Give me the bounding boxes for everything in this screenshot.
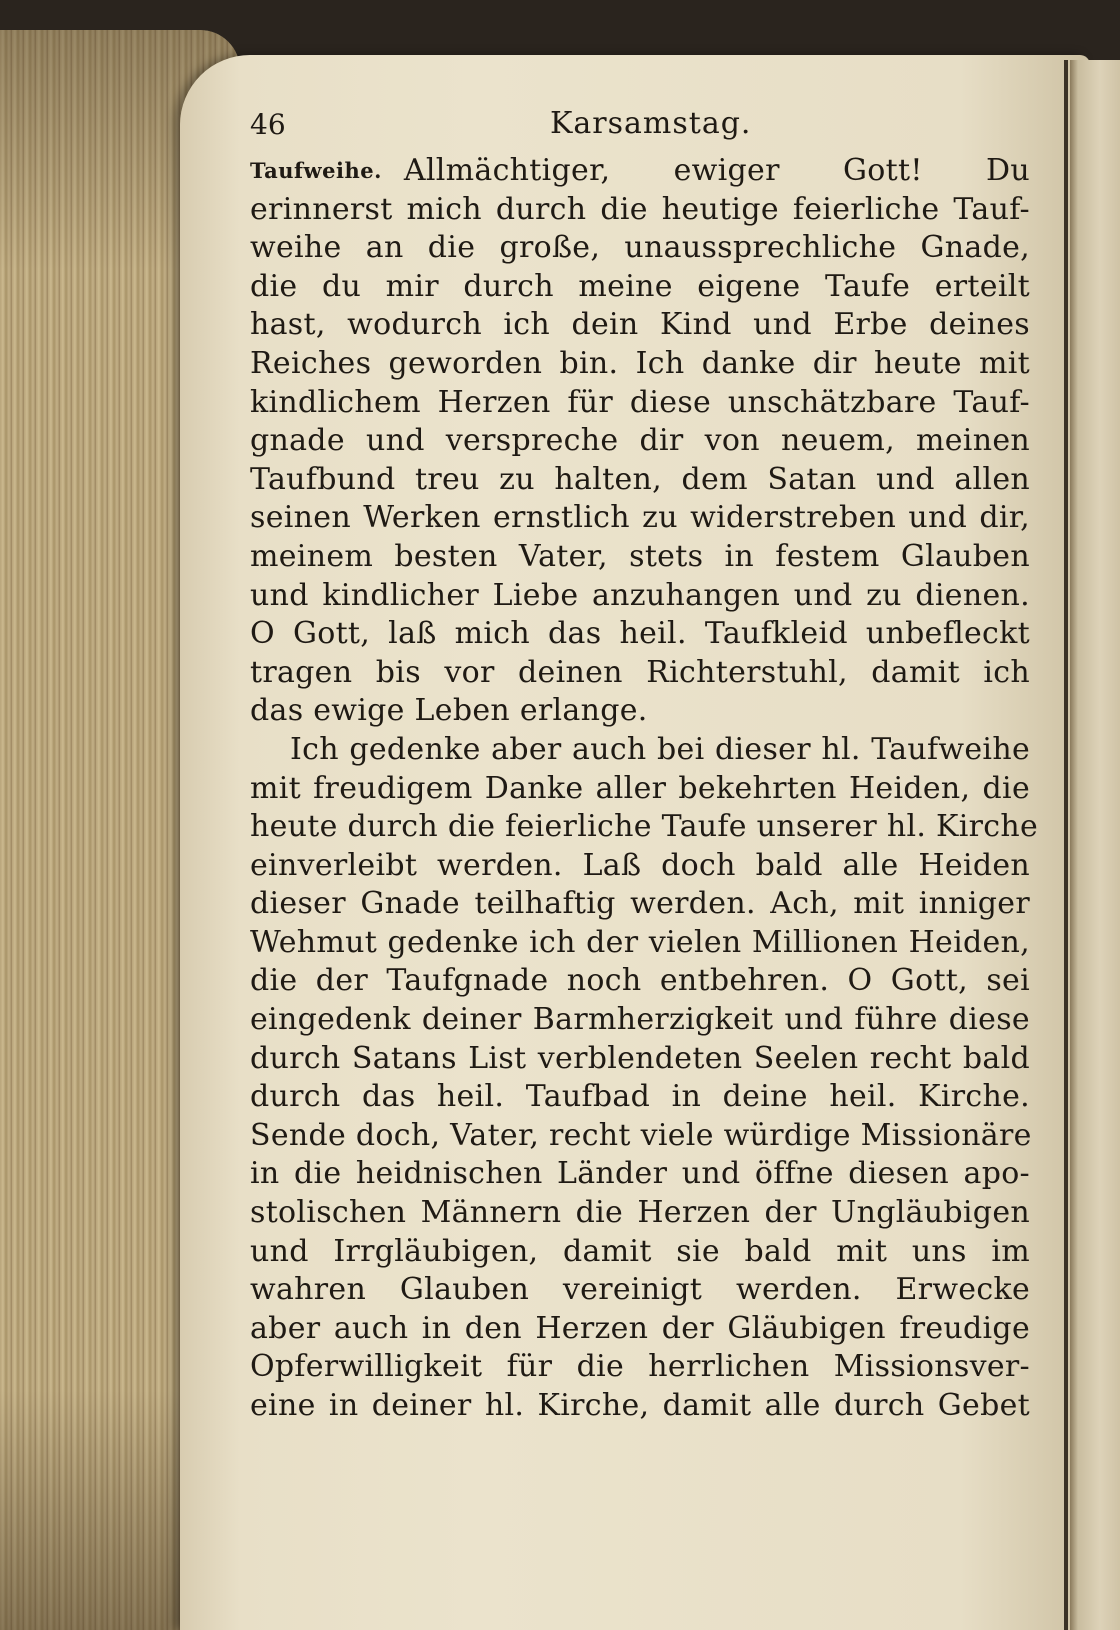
text-line: Ich gedenke aber auch bei dieser hl. Taufweihe <box>290 731 1030 767</box>
text-line: dieser Gnade teilhaftig werden. Ach, mit inniger <box>250 886 1030 922</box>
text-line: mit freudigem Danke aller bekehrten Heiden, die <box>250 770 1030 806</box>
text-line: hast, wodurch ich dein Kind und Erbe deines <box>250 307 1030 343</box>
text-line: meinem besten Vater, stets in festem Glauben <box>250 538 1030 574</box>
text-line: wahren Glauben vereinigt werden. Erwecke <box>250 1272 1030 1308</box>
text-line: Sende doch, Vater, recht viele würdige Missionäre <box>250 1117 1032 1153</box>
text-line: einverleibt werden. Laß doch bald alle Heiden <box>250 847 1030 883</box>
text-line: die du mir durch meine eigene Taufe erteilt <box>250 268 1030 304</box>
paragraph-1 <box>250 191 1030 731</box>
text-line: O Gott, laß mich das heil. Taufkleid unbefleckt <box>250 616 1030 652</box>
page-header <box>250 100 1030 152</box>
text-line: gnade und verspreche dir von neuem, meinen <box>250 423 1030 459</box>
page-text <box>250 100 1039 1426</box>
paragraph-2 <box>250 731 1039 1426</box>
binding-gutter <box>1064 60 1068 1630</box>
first-line-text: Allmächtiger, ewiger Gott! Du <box>403 153 1030 188</box>
text-line: heute durch die feierliche Taufe unserer hl. Kirche <box>250 809 1039 845</box>
text-line: Reiches geworden bin. Ich danke dir heute mit <box>250 345 1030 381</box>
running-title: Karsamstag. <box>550 106 752 141</box>
text-line: eine in deiner hl. Kirche, damit alle durch Gebet <box>250 1388 1030 1423</box>
text-line: durch Satans List verblendeten Seelen recht bald <box>250 1040 1030 1076</box>
text-line: stolischen Männern die Herzen der Ungläubigen <box>250 1195 1030 1231</box>
text-line: und kindlicher Liebe anzuhangen und zu dienen. <box>250 577 1030 613</box>
text-line: durch das heil. Taufbad in deine heil. Kirche. <box>250 1079 1030 1115</box>
text-line: in die heidnischen Länder und öffne diesen apo- <box>250 1156 1030 1192</box>
text-line: Opferwilligkeit für die herrlichen Missionsver- <box>250 1349 1030 1385</box>
text-line: Taufbund treu zu halten, dem Satan und allen <box>250 461 1030 497</box>
text-line: aber auch in den Herzen der Gläubigen freudige <box>250 1310 1030 1346</box>
text-line: das ewige Leben erlange. <box>250 693 648 729</box>
text-line: eingedenk deiner Barmherzigkeit und führe diese <box>250 1002 1030 1038</box>
text-line: die der Taufgnade noch entbehren. O Gott, sei <box>250 963 1030 999</box>
text-line: und Irrgläubigen, damit sie bald mit uns im <box>250 1233 1030 1269</box>
text-line: erinnerst mich durch die heutige feierliche Tauf- <box>250 191 1030 227</box>
text-line <box>250 152 1030 191</box>
text-line: weihe an die große, unaussprechliche Gnade, <box>250 230 1030 266</box>
text-line: tragen bis vor deinen Richterstuhl, damit ich <box>250 654 1030 690</box>
rubric-heading: Taufweihe. <box>250 158 382 183</box>
facing-page <box>1070 60 1120 1630</box>
text-line: Wehmut gedenke ich der vielen Millionen Heiden, <box>250 924 1030 960</box>
page-number: 46 <box>250 108 286 141</box>
text-line: kindlichem Herzen für diese unschätzbare Tauf- <box>250 384 1030 420</box>
text-line: seinen Werken ernstlich zu widerstreben und dir, <box>250 500 1030 536</box>
